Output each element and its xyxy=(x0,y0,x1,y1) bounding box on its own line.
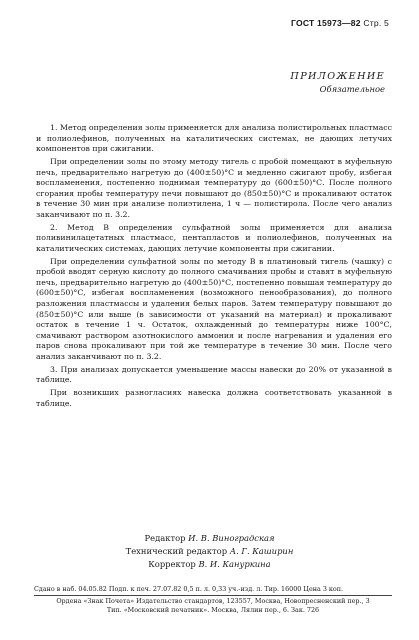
page-header xyxy=(291,18,389,28)
appendix-title: ПРИЛОЖЕНИЕ xyxy=(290,71,385,82)
credit-name: В. И. Кануркина xyxy=(198,559,271,569)
imprint-divider xyxy=(34,595,392,596)
document-body xyxy=(36,123,392,412)
standard-number: ГОСТ 15973—82 xyxy=(290,18,361,28)
credit-role: Корректор xyxy=(148,559,196,569)
paragraph-4: При определении сульфатной золы по методу В в платиновый тигель (чашку) с пробой вводят серную кислоту до полного смачивания пробы и ставят в муфельную печь, предварительно нагретую до (400±50)°С, постепенно повышая температуру до (600±50)°С, избегая воспламенения (возможного пенообразования), до полного разложения пластмассы и удаления белых паров. Затем температуру повышают до (850±50)°С или выше (в зависимости от указаний на материал) и прокаливают остаток в течение 1 ч. Остаток, охлажденный до температуры ниже 100°С, смачивают раствором азотнокислого аммония и после нагревания и удаления его паров снова прокаливают при той же температуре в течение 30 мин. После чего анализ заканчивают по п. 3.2. xyxy=(36,256,392,362)
credit-tech-editor xyxy=(0,545,419,558)
appendix-subtitle: Обязательное xyxy=(319,84,385,94)
credit-proofreader xyxy=(0,558,419,571)
paragraph-6: При возникших разногласиях навеска должна соответствовать указанной в таблице. xyxy=(36,388,392,408)
imprint-printer: Тип. «Московский печатник». Москва, Лялин пер., 6. Зак. 726 xyxy=(106,606,320,614)
credit-editor xyxy=(0,532,419,545)
paragraph-5: 3. При анализах допускается уменьшение массы навески до 20% от указанной в таблице. xyxy=(36,364,392,385)
credit-name: И. В. Виноградская xyxy=(188,533,275,543)
credit-name: А. Г. Каширин xyxy=(229,546,294,556)
page-number: Стр. 5 xyxy=(363,18,389,28)
credit-role: Редактор xyxy=(144,533,186,543)
appendix-heading xyxy=(290,70,385,96)
editorial-credits xyxy=(0,532,419,571)
paragraph-1: 1. Метод определения золы применяется для анализа полистирольных пластмасс и полиолефинов, полученных на каталитических системах, не дающих летучих компонентов при сжигании. xyxy=(36,123,392,154)
paragraph-2: При определении золы по этому методу тигель с пробой помещают в муфельную печь, предварительно нагретую до (400±50)°С и медленно сжигают пробу, избегая воспламенения, постепенно поднимая температуру до (600±50)°С. После полного сгорания пробы температуру печи повышают до (850±50)°С и прокаливают остаток в течение 30 мин при анализе полиэтилена, 1 ч — полистирола. После чего анализ заканчивают по п. 3.2. xyxy=(36,156,392,219)
credit-role: Технический редактор xyxy=(125,546,228,556)
imprint-block xyxy=(34,585,392,615)
paragraph-3: 2. Метод В определения сульфатной золы применяется для анализа поливинилацетатных пластмасс, пентапластов и полиолефинов, полученных на каталитических системах, дающих летучие компоненты при сжигании. xyxy=(36,222,392,253)
imprint-print-data: Сдано в наб. 04.05.82 Подп. к печ. 27.07.82 0,5 п. л. 0,33 уч.-изд. л. Тир. 16000 Цена 3 коп. xyxy=(34,585,344,593)
imprint-publisher: Ордена «Знак Почета» Издательство стандартов, 123557, Москва, Новопресненский пер., 3 xyxy=(56,597,370,605)
